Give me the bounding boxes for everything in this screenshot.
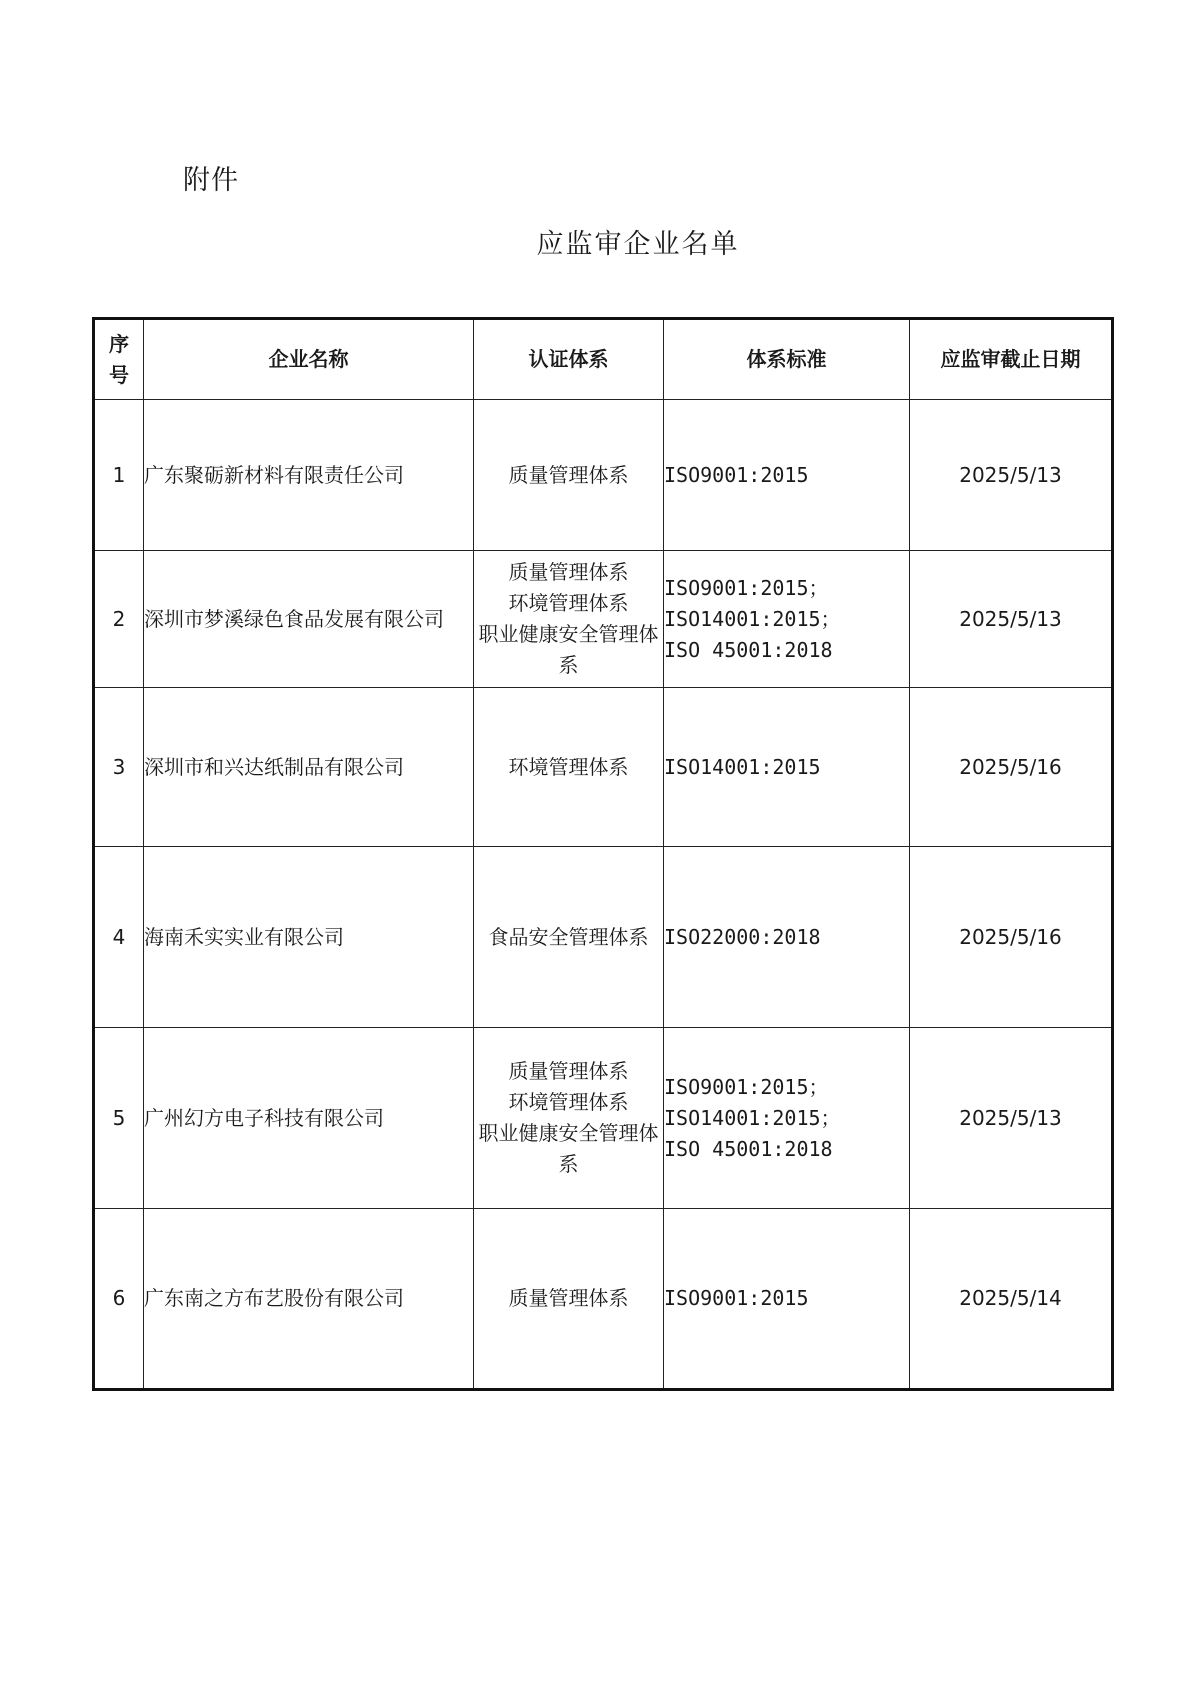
company-name: 广东聚砺新材料有限责任公司 [144, 400, 474, 551]
certification-system [474, 1209, 664, 1390]
company-name: 广州幻方电子科技有限公司 [144, 1028, 474, 1209]
document-title: 应监审企业名单 [536, 229, 740, 260]
system-standard [664, 688, 910, 847]
standard-line: ISO22000:2018 [664, 924, 821, 949]
header-index: 序号 [94, 319, 144, 400]
company-name: 深圳市梦溪绿色食品发展有限公司 [144, 551, 474, 688]
certification-system [474, 688, 664, 847]
row-index: 5 [94, 1028, 144, 1209]
table-body [94, 400, 1113, 1390]
attachment-label: 附件 [183, 165, 239, 196]
header-deadline: 应监审截止日期 [910, 319, 1113, 400]
table-row [94, 551, 1113, 688]
standard-line: ISO14001:2015； [664, 1105, 841, 1130]
system-line: 质量管理体系 [508, 560, 629, 584]
standard-line: ISO 45001:2018 [664, 1136, 833, 1161]
system-standard [664, 1028, 910, 1209]
company-name: 海南禾实实业有限公司 [144, 847, 474, 1028]
audit-deadline: 2025/5/14 [910, 1209, 1113, 1390]
row-index: 1 [94, 400, 144, 551]
certification-system [474, 847, 664, 1028]
standard-line: ISO9001:2015； [664, 575, 829, 600]
system-standard [664, 847, 910, 1028]
certification-system [474, 551, 664, 688]
audit-company-table [92, 317, 1114, 1391]
standard-line: ISO14001:2015 [664, 754, 821, 779]
company-name: 广东南之方布艺股份有限公司 [144, 1209, 474, 1390]
company-name: 深圳市和兴达纸制品有限公司 [144, 688, 474, 847]
audit-deadline: 2025/5/16 [910, 688, 1113, 847]
table-row [94, 847, 1113, 1028]
audit-deadline: 2025/5/13 [910, 551, 1113, 688]
table-header-row [94, 319, 1113, 400]
table-row [94, 1209, 1113, 1390]
standard-line: ISO9001:2015； [664, 1074, 829, 1099]
certification-system [474, 400, 664, 551]
system-standard [664, 551, 910, 688]
standard-line: ISO9001:2015 [664, 1286, 809, 1310]
row-index: 3 [94, 688, 144, 847]
system-line: 环境管理体系 [508, 1090, 629, 1114]
header-standard: 体系标准 [664, 319, 910, 400]
system-standard [664, 400, 910, 551]
header-company: 企业名称 [144, 319, 474, 400]
system-line: 职业健康安全管理体系 [478, 622, 659, 677]
row-index: 4 [94, 847, 144, 1028]
table-row [94, 688, 1113, 847]
audit-deadline: 2025/5/13 [910, 400, 1113, 551]
header-system: 认证体系 [474, 319, 664, 400]
system-line: 质量管理体系 [508, 1286, 629, 1310]
audit-deadline: 2025/5/16 [910, 847, 1113, 1028]
system-standard [664, 1209, 910, 1390]
system-line: 质量管理体系 [508, 462, 629, 487]
system-line: 职业健康安全管理体系 [478, 1121, 659, 1176]
audit-deadline: 2025/5/13 [910, 1028, 1113, 1209]
row-index: 2 [94, 551, 144, 688]
standard-line: ISO9001:2015 [664, 462, 809, 487]
system-line: 质量管理体系 [508, 1059, 629, 1083]
standard-line: ISO14001:2015； [664, 606, 841, 631]
certification-system [474, 1028, 664, 1209]
table-row [94, 1028, 1113, 1209]
standard-line: ISO 45001:2018 [664, 637, 833, 662]
table-row [94, 400, 1113, 551]
system-line: 环境管理体系 [508, 591, 629, 615]
system-line: 食品安全管理体系 [488, 924, 649, 949]
system-line: 环境管理体系 [508, 754, 629, 779]
row-index: 6 [94, 1209, 144, 1390]
